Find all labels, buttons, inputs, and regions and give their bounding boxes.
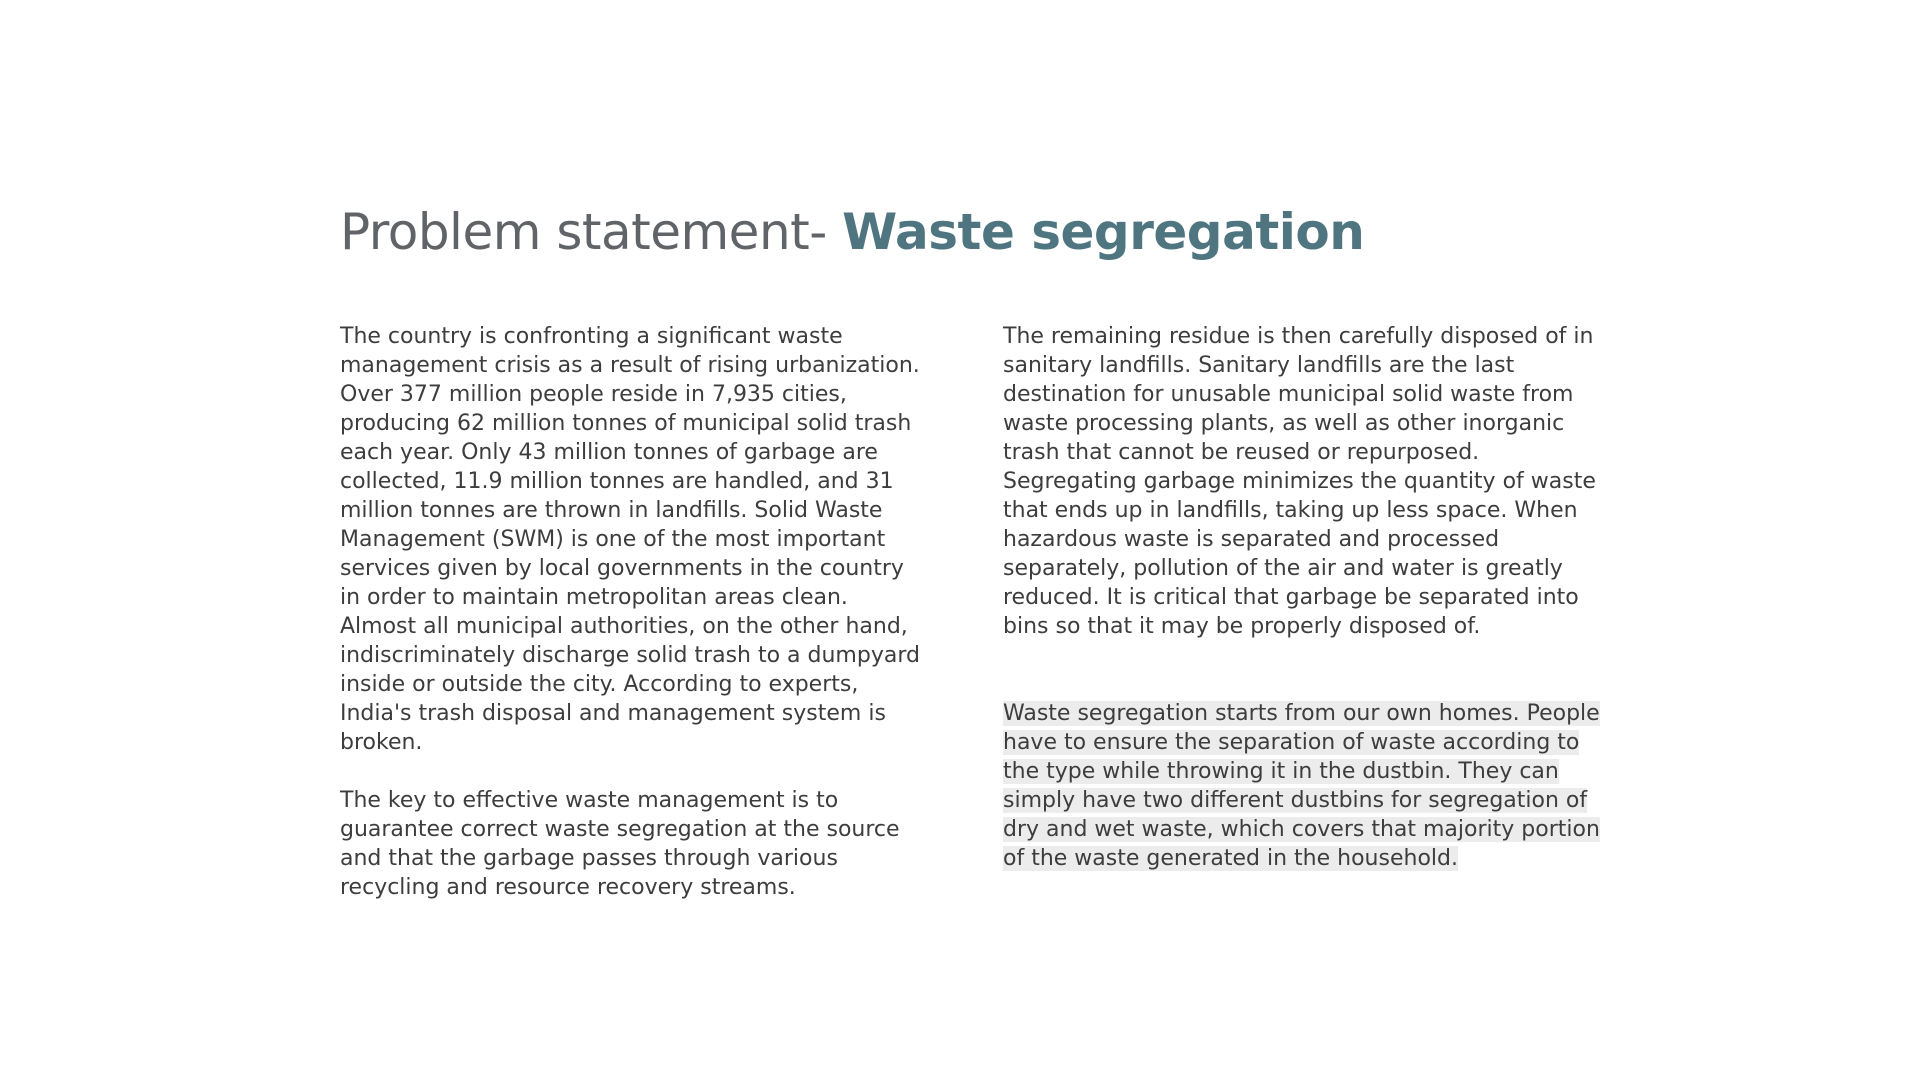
right-paragraph-2 — [1003, 699, 1603, 873]
left-paragraph-2: The key to effective waste management is to guarantee correct waste segregation at the source and that the garbage passes through various recycling and resource recovery streams. — [340, 788, 900, 900]
highlighted-text: Waste segregation starts from our own homes. People have to ensure the separation of waste according to the type while throwing it in the dustbin. They can simply have two different dustbins for segregation of dry and wet waste, which covers that majority portion of the waste generated in the household. — [1003, 701, 1600, 871]
right-column — [1003, 322, 1603, 873]
title-prefix: Problem statement- — [340, 203, 843, 261]
right-paragraph-1: The remaining residue is then carefully disposed of in sanitary landfills. Sanitary landfills are the last destination for unusable municipal solid waste from waste processing plants, as well as other inorganic trash that cannot be reused or repurposed. Segregating garbage minimizes the quantity of waste that ends up in landfills, taking up less space. When hazardous waste is separated and processed separately, pollution of the air and water is greatly reduced. It is critical that garbage be separated into bins so that it may be properly disposed of. — [1003, 324, 1596, 639]
left-paragraph-1: The country is confronting a significant waste management crisis as a result of rising urbanization. Over 377 million people reside in 7,935 cities, producing 62 million tonnes of municipal solid trash each year. Only 43 million tonnes of garbage are collected, 11.9 million tonnes are handled, and 31 million tonnes are thrown in landfills. Solid Waste Management (SWM) is one of the most important services given by local governments in the country in order to maintain metropolitan areas clean. Almost all municipal authorities, on the other hand, indiscriminately discharge solid trash to a dumpyard inside or outside the city. According to experts, India's trash disposal and management system is broken. — [340, 324, 920, 755]
slide-title — [340, 200, 1364, 264]
left-column — [340, 322, 920, 902]
title-accent: Waste segregation — [842, 203, 1365, 261]
